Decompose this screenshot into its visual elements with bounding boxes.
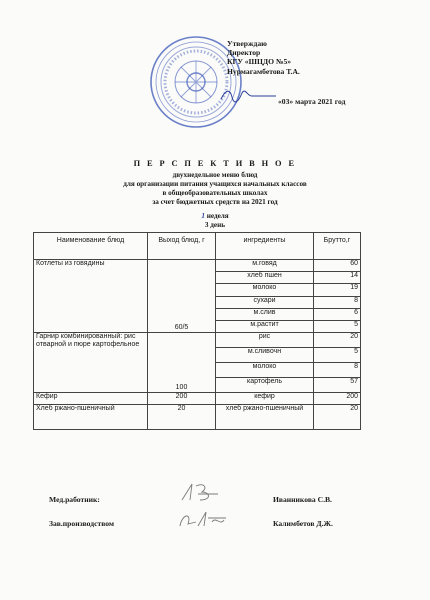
dish-name: Хлеб ржано-пшеничный [34,405,148,430]
ingredient: м.сливочн [216,348,314,363]
brutto: 20 [314,405,361,430]
dish-output: 100 [148,333,216,393]
approval-line-4: Нурмагамбетова Т.А. [227,66,300,76]
dish-output: 20 [148,405,216,430]
approval-date: «03» марта 2021 год [278,97,346,106]
ingredient: м.растит [216,320,314,332]
brutto: 19 [314,284,361,296]
title-sub-4: за счет бюджетных средств на 2021 год [152,198,278,206]
ingredient: кефир [216,393,314,405]
ingredient: молоко [216,363,314,378]
header-dish: Наименование блюд [34,233,148,260]
header-ingredients: ингредиенты [216,233,314,260]
table-row [34,405,361,430]
dish-output: 200 [148,393,216,405]
week-label: неделя [206,212,229,220]
header-output: Выход блюд, г [148,233,216,260]
head-signature [176,508,232,530]
approval-line-3: КГУ «ШЦДО №5» [227,57,292,67]
brutto: 57 [314,378,361,393]
approval-line-2: Директор [227,48,261,58]
week-line [0,212,430,221]
table-row [34,393,361,405]
brutto: 14 [314,272,361,284]
head-name: Калимбетов Д.Ж. [273,519,333,528]
ingredient: молоко [216,284,314,296]
header-brutto: Брутто,г [314,233,361,260]
dish-name: Кефир [34,393,148,405]
week-number: 1 [201,212,205,220]
ingredient: хлеб ржано-пшеничный [216,405,314,430]
table-row [34,333,361,348]
director-signature [218,85,278,105]
brutto: 20 [314,333,361,348]
ingredient: сухари [216,296,314,308]
approval-block [227,39,300,76]
medic-signature [178,480,230,504]
day-label: 3 день [204,221,226,229]
dish-output: 60/5 [148,260,216,333]
brutto: 6 [314,308,361,320]
title-sub-1: двухнедельное меню блюд [172,171,258,179]
ingredient: хлеб пшен [216,272,314,284]
title-sub-3: в общеобразовательных школах [162,189,268,197]
brutto: 60 [314,260,361,272]
table-row [34,260,361,272]
ingredient: м.слив [216,308,314,320]
ingredient: рис [216,333,314,348]
brutto: 5 [314,320,361,332]
table-header-row [34,233,361,260]
dish-name: Гарнир комбинированный: рис отварной и пюре картофельное [34,333,148,393]
medic-role: Мед.работник: [49,495,100,504]
menu-table [33,232,361,430]
brutto: 200 [314,393,361,405]
brutto: 5 [314,348,361,363]
ingredient: м.говяд [216,260,314,272]
medic-name: Иванникова С.В. [273,495,332,504]
dish-name: Котлеты из говядины [34,260,148,333]
brutto: 8 [314,363,361,378]
title-sub-2: для организации питания учащихся начальных классов [123,180,307,188]
head-role: Зав.производством [49,519,115,528]
approval-line-1: Утверждаю [227,39,267,48]
ingredient: картофель [216,378,314,393]
brutto: 8 [314,296,361,308]
document-title: П Е Р С П Е К Т И В Н О Е [133,159,297,168]
